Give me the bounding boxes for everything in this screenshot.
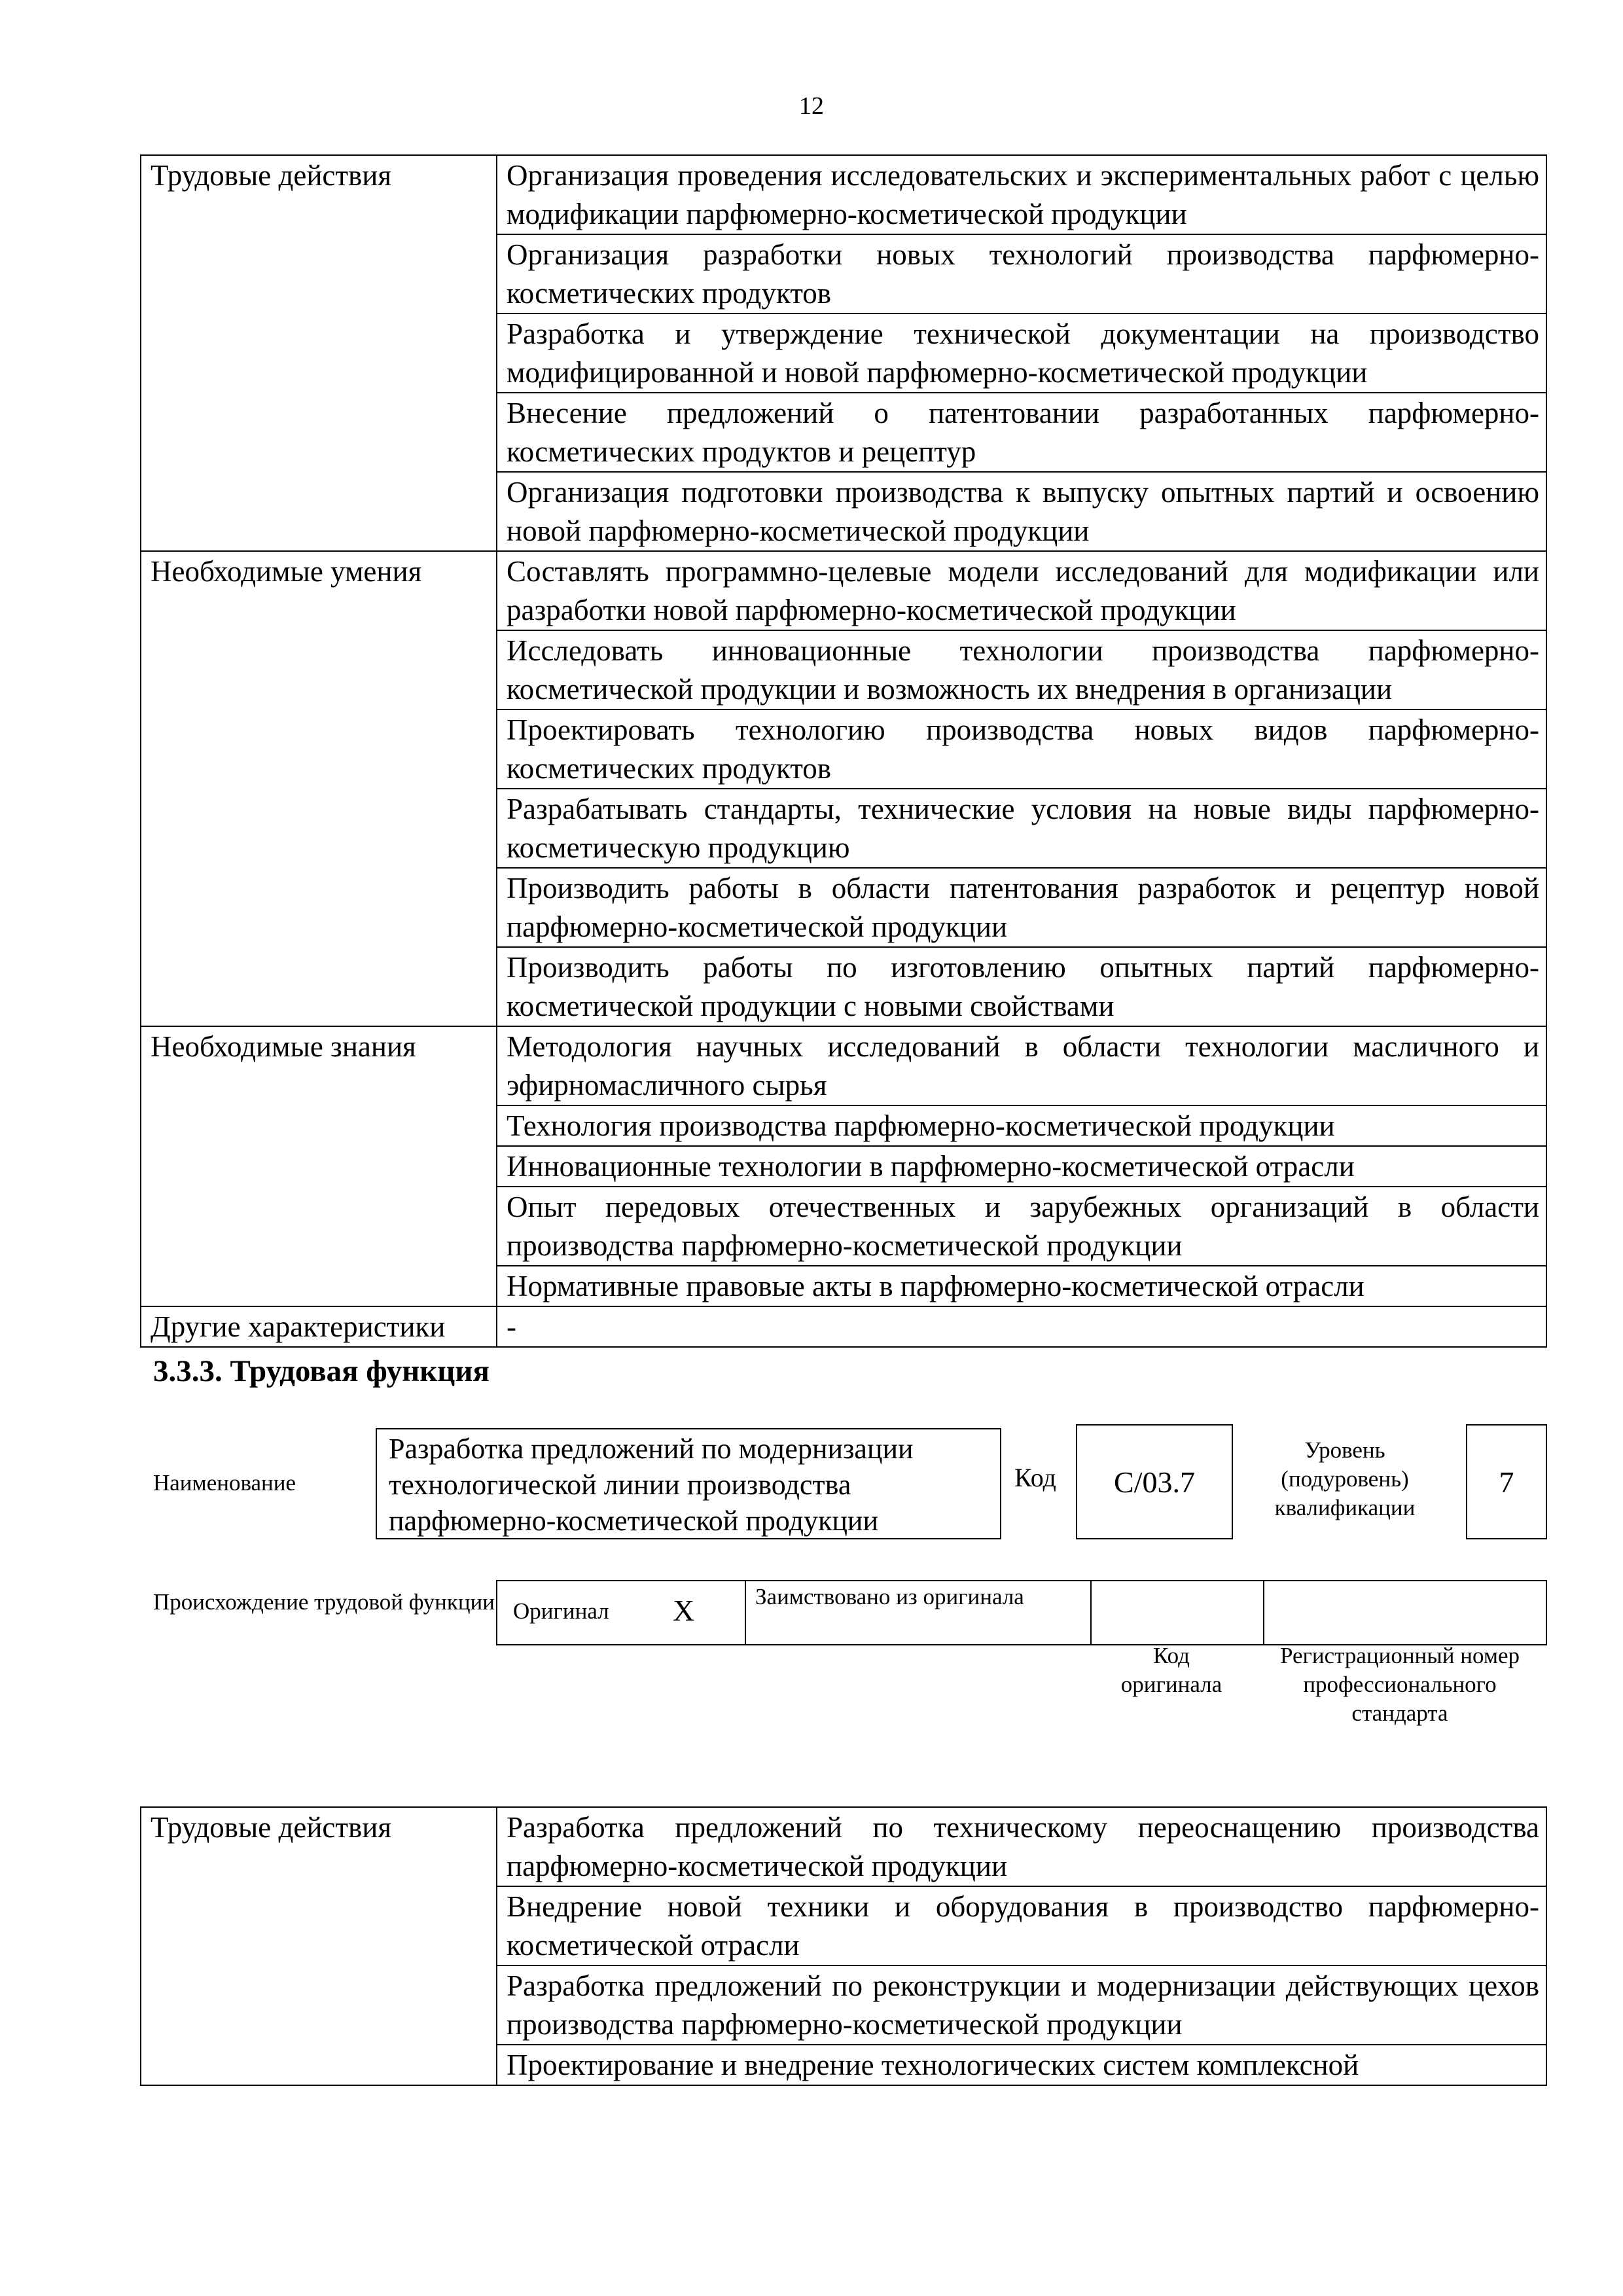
requirement-item: Внедрение новой техники и оборудования в производство парфюмерно-косметической отрасли <box>497 1886 1546 1965</box>
requirement-item: Инновационные технологии в парфюмерно-косметической отрасли <box>497 1146 1546 1187</box>
original-mark: X <box>673 1594 695 1627</box>
requirement-item: Разработка предложений по техническому переоснащению производства парфюмерно-косметической продукции <box>497 1807 1546 1886</box>
requirement-item: Исследовать инновационные технологии производства парфюмерно-косметической продукции и возможность их внедрения в организации <box>497 630 1546 709</box>
requirement-item: Методология научных исследований в области технологии масличного и эфирномасличного сырья <box>497 1026 1546 1105</box>
requirement-item: Внесение предложений о патентовании разработанных парфюмерно-косметических продуктов и рецептур <box>497 393 1546 472</box>
requirement-item: Составлять программно-целевые модели исследований для модификации или разработки новой парфюмерно-косметической продукции <box>497 551 1546 630</box>
row-group-label: Другие характеристики <box>141 1306 497 1347</box>
code-label: Код <box>1014 1463 1056 1492</box>
page-number: 12 <box>799 92 824 120</box>
requirement-item: Организация проведения исследовательских и экспериментальных работ с целью модификации парфюмерно-косметической продукции <box>497 155 1546 234</box>
cell-divider <box>745 1581 746 1644</box>
table-row <box>141 551 1546 630</box>
labor-function-requirements-table <box>140 154 1547 1348</box>
requirement-item: Проектирование и внедрение технологических систем комплексной <box>497 2045 1546 2085</box>
requirement-item: Организация разработки новых технологий производства парфюмерно-косметических продуктов <box>497 234 1546 314</box>
function-name-field: Разработка предложений по модернизации технологической линии производства парфюмерно-косметической продукции <box>376 1428 1001 1539</box>
table-row <box>141 155 1546 234</box>
cell-divider <box>1263 1581 1264 1644</box>
requirement-item: - <box>497 1306 1546 1347</box>
row-group-label: Трудовые действия <box>141 155 497 551</box>
row-group-label: Трудовые действия <box>141 1807 497 2085</box>
requirement-item: Разрабатывать стандарты, технические условия на новые виды парфюмерно-косметическую продукцию <box>497 789 1546 868</box>
requirement-item: Производить работы в области патентования разработок и рецептур новой парфюмерно-косметической продукции <box>497 868 1546 947</box>
section-heading: 3.3.3. Трудовая функция <box>153 1354 490 1388</box>
table-row <box>141 1807 1546 1886</box>
row-group-label: Необходимые знания <box>141 1026 497 1306</box>
requirement-item: Опыт передовых отечественных и зарубежных организаций в области производства парфюмерно-косметической продукции <box>497 1187 1546 1266</box>
registration-number-caption: Регистрационный номер профессионального стандарта <box>1279 1643 1520 1726</box>
requirement-item: Разработка предложений по реконструкции и модернизации действующих цехов производства парфюмерно-косметической продукции <box>497 1965 1546 2045</box>
qualification-level-label: Уровень (подуровень) квалификации <box>1274 1437 1416 1520</box>
table-row <box>141 1306 1546 1347</box>
original-label: Оригинал <box>513 1598 609 1624</box>
labor-actions-table <box>140 1806 1547 2086</box>
qualification-level-field: 7 <box>1466 1424 1547 1539</box>
row-group-label: Необходимые умения <box>141 551 497 1026</box>
origin-table <box>496 1580 1547 1645</box>
code-original-caption: Код оригинала <box>1120 1643 1222 1697</box>
requirement-item: Проектировать технологию производства новых видов парфюмерно-косметических продуктов <box>497 709 1546 789</box>
requirement-item: Организация подготовки производства к выпуску опытных партий и освоению новой парфюмерно-косметической продукции <box>497 472 1546 551</box>
function-code-field: C/03.7 <box>1076 1424 1233 1539</box>
requirement-item: Нормативные правовые акты в парфюмерно-косметической отрасли <box>497 1266 1546 1306</box>
name-label: Наименование <box>153 1470 296 1496</box>
origin-label: Происхождение трудовой функции <box>153 1589 495 1615</box>
cell-divider <box>1090 1581 1092 1644</box>
borrowed-label: Заимствовано из оригинала <box>755 1584 1024 1609</box>
requirement-item: Разработка и утверждение технической документации на производство модифицированной и новой парфюмерно-косметической продукции <box>497 314 1546 393</box>
requirement-item: Технология производства парфюмерно-косметической продукции <box>497 1105 1546 1146</box>
requirement-item: Производить работы по изготовлению опытных партий парфюмерно-косметической продукции с новыми свойствами <box>497 947 1546 1026</box>
table-row <box>141 1026 1546 1105</box>
